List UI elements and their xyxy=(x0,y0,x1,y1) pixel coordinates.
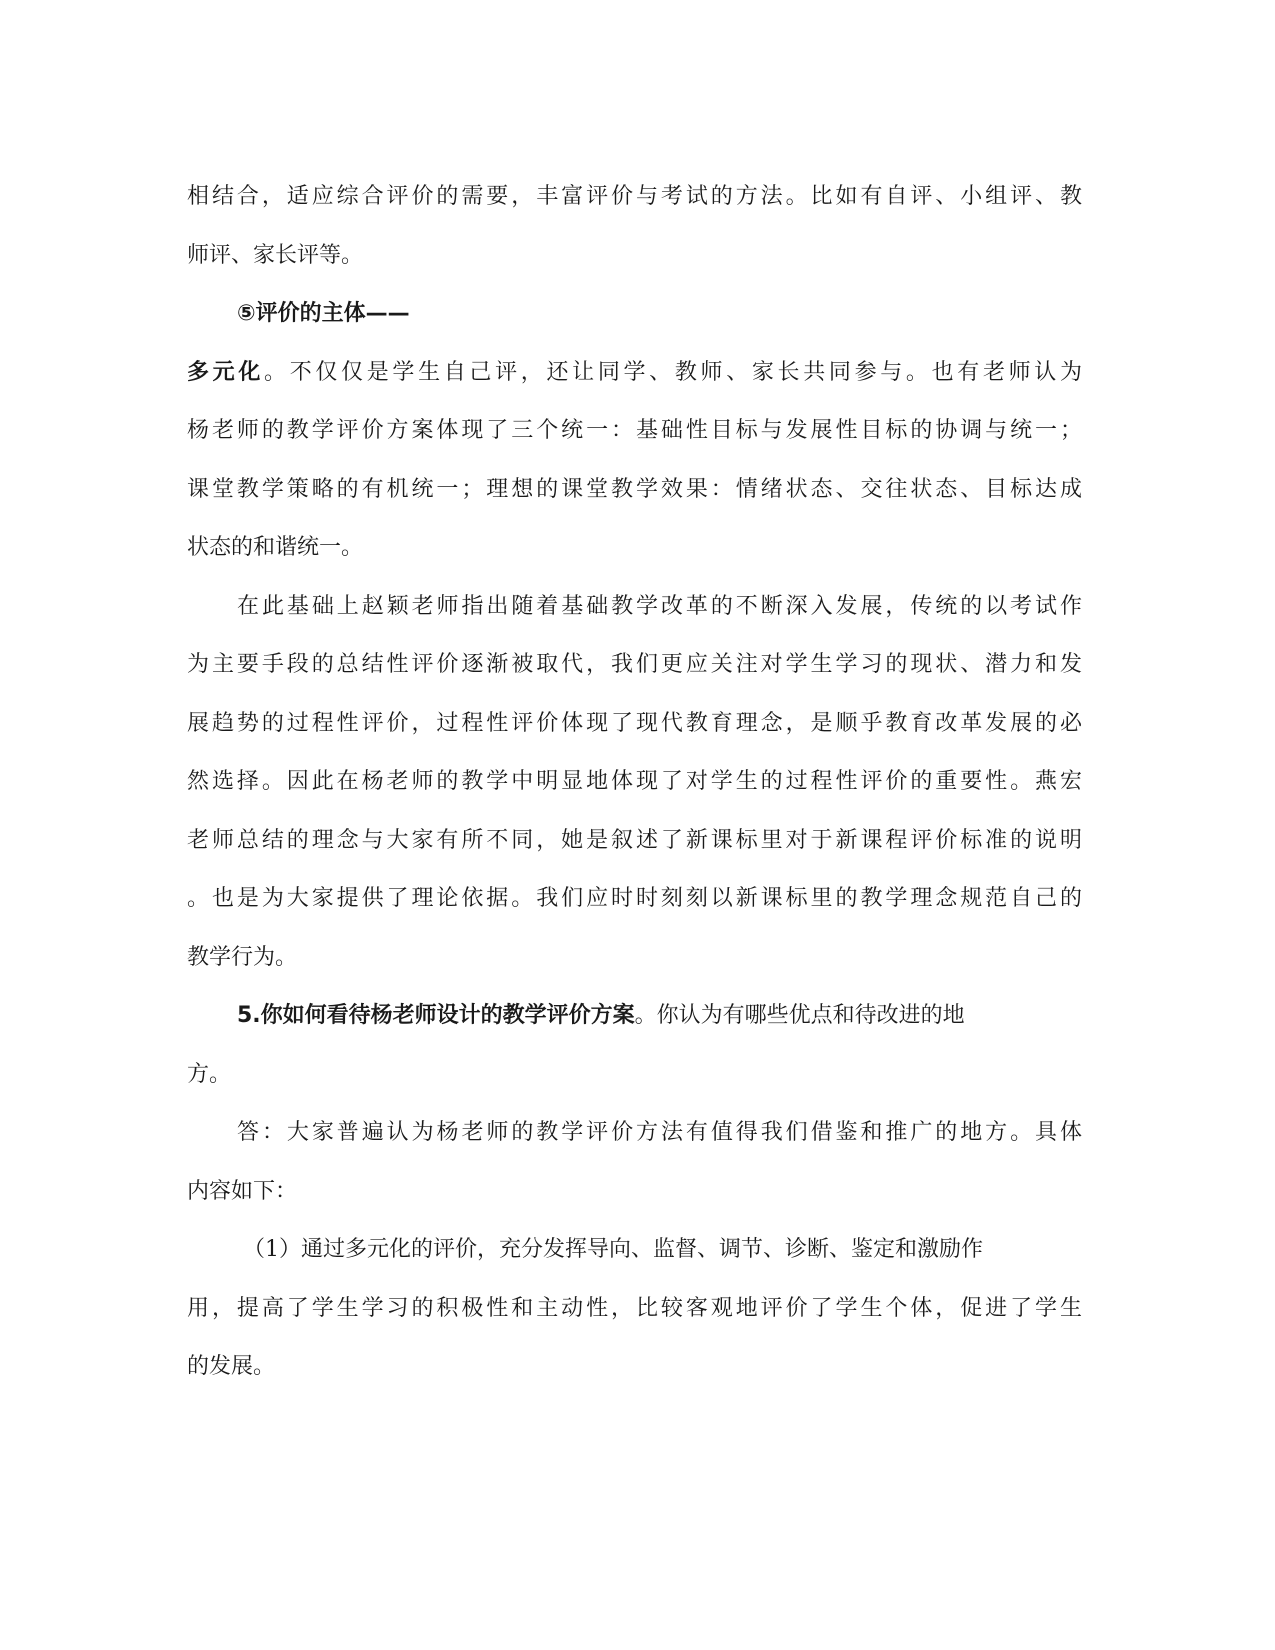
paragraph-line: 在此基础上赵颖老师指出随着基础教学改革的不断深入发展，传统的以考试作 xyxy=(237,593,1082,619)
paragraph-line: 老师总结的理念与大家有所不同，她是叙述了新课标里对于新课程评价标准的说明 xyxy=(187,827,1082,853)
question-line xyxy=(187,987,1082,1046)
question-title: 5.你如何看待杨老师设计的教学评价方案 xyxy=(237,1003,635,1028)
question-text: 。你认为有哪些优点和待改进的地 xyxy=(634,1003,965,1028)
paragraph-line: 为主要手段的总结性评价逐渐被取代，我们更应关注对学生学习的现状、潜力和发 xyxy=(187,652,1082,677)
paragraph-line: 用，提高了学生学习的积极性和主动性，比较客观地评价了学生个体，促进了学生 xyxy=(187,1295,1082,1321)
paragraph-line: 师评、家长评等。 xyxy=(187,242,364,268)
paragraph-line: 相结合，适应综合评价的需要，丰富评价与考试的方法。比如有自评、小组评、教 xyxy=(187,184,1082,209)
paragraph-line: 课堂教学策略的有机统一；理想的课堂教学效果：情绪状态、交往状态、目标达成 xyxy=(187,476,1082,502)
paragraph-line: 展趋势的过程性评价，过程性评价体现了现代教育理念，是顺乎教育改革发展的必 xyxy=(187,710,1082,736)
paragraph-line: 杨老师的教学评价方案体现了三个统一：基础性目标与发展性目标的协调与统一； xyxy=(187,418,1082,443)
answer-line: 答：大家普遍认为杨老师的教学评价方法有值得我们借鉴和推广的地方。具体 xyxy=(237,1120,1082,1145)
paragraph-line: 内容如下： xyxy=(187,1178,298,1204)
paragraph-line xyxy=(187,344,1082,403)
list-item-line: （1）通过多元化的评价，充分发挥导向、监督、调节、诊断、鉴定和激励作 xyxy=(243,1237,983,1262)
paragraph-line: 。也是为大家提供了理论依据。我们应时时刻刻以新课标里的教学理念规范自己的 xyxy=(187,886,1082,911)
paragraph-line: 方。 xyxy=(187,1061,232,1087)
paragraph-line: 教学行为。 xyxy=(187,944,298,970)
document-body xyxy=(187,168,1082,1397)
paragraph-line: 状态的和谐统一。 xyxy=(187,535,364,560)
section-heading: ⑤评价的主体—— xyxy=(237,301,410,326)
paragraph-text: 。不仅仅是学生自己评，还让同学、教师、家长共同参与。也有老师认为 xyxy=(264,359,1082,385)
paragraph-line: 的发展。 xyxy=(187,1354,276,1379)
bold-lead: 多元化 xyxy=(187,359,265,385)
paragraph-line: 然选择。因此在杨老师的教学中明显地体现了对学生的过程性评价的重要性。燕宏 xyxy=(187,769,1082,794)
